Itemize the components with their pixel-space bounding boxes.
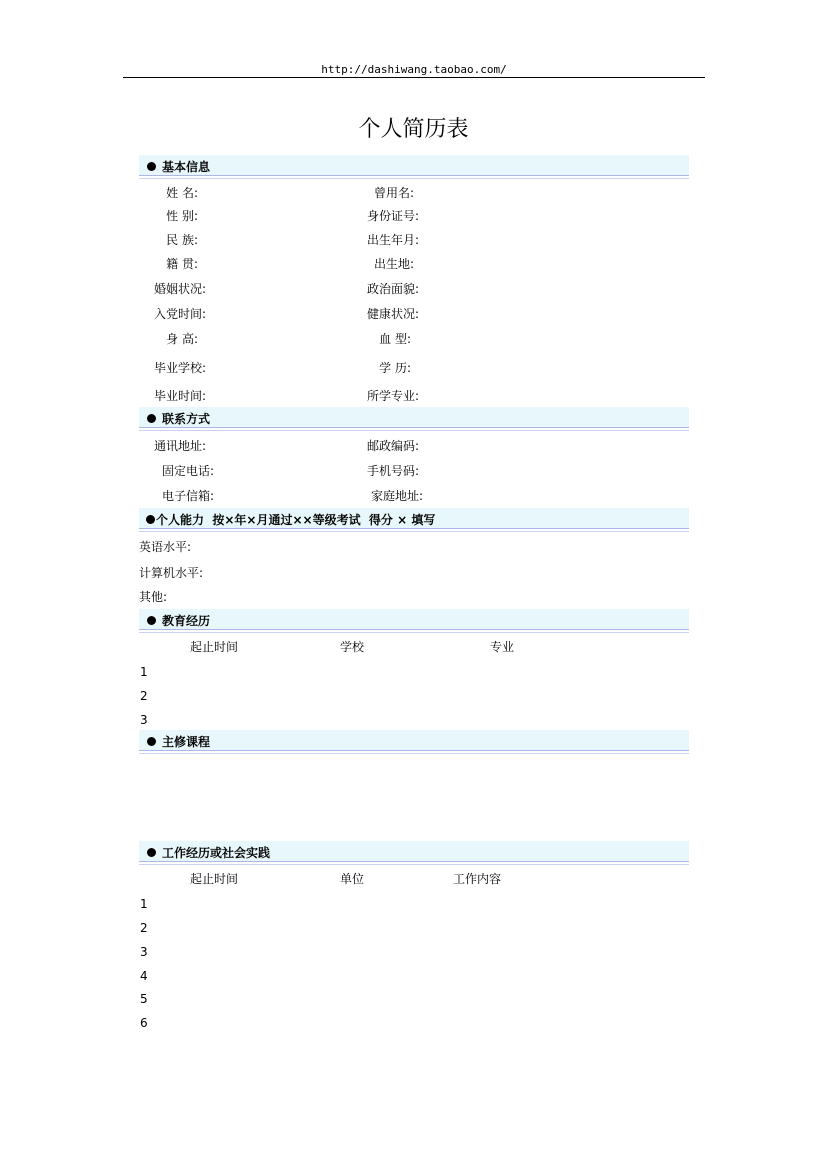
bullet-icon: [147, 848, 156, 857]
header-url: http://dashiwang.taobao.com/: [321, 63, 507, 76]
field-label-ethnicity: 民 族:: [166, 233, 198, 247]
field-label-home-address: 家庭地址:: [370, 489, 423, 503]
section-heading: 主修课程: [162, 735, 211, 749]
field-label-party-date: 入党时间:: [153, 307, 206, 321]
field-label-health: 健康状况:: [366, 307, 419, 321]
field-label-id-number: 身份证号:: [366, 209, 419, 223]
field-label-mobile: 手机号码:: [366, 464, 419, 478]
field-label-political-status: 政治面貌:: [366, 282, 419, 296]
section-heading: 教育经历: [162, 614, 211, 628]
field-label-phone: 固定电话:: [161, 464, 214, 478]
bullet-icon: [147, 414, 156, 423]
section-work: [139, 841, 689, 862]
field-label-computer: 计算机水平:: [139, 566, 204, 580]
field-label-major: 所学专业:: [366, 389, 419, 403]
column-header: 学校: [340, 640, 365, 654]
column-header: 起止时间: [190, 872, 239, 886]
section-heading: 基本信息: [162, 160, 211, 174]
page-title: 个人简历表: [358, 117, 469, 142]
list-item: 4: [140, 969, 148, 983]
field-label-height: 身 高:: [166, 332, 198, 346]
bullet-icon: [147, 737, 156, 746]
list-item: 3: [140, 945, 148, 959]
field-label-graduation-date: 毕业时间:: [153, 389, 206, 403]
list-item: 1: [140, 665, 148, 679]
field-label-school: 毕业学校:: [153, 361, 206, 375]
bullet-icon: [147, 616, 156, 625]
field-label-other: 其他:: [139, 590, 168, 604]
section-heading: 工作经历或社会实践: [162, 846, 271, 860]
field-label-name: 姓 名:: [166, 186, 198, 200]
list-item: 1: [140, 897, 148, 911]
header-rule: [123, 77, 705, 78]
column-header: 单位: [340, 872, 365, 886]
field-label-gender: 性 别:: [166, 209, 198, 223]
section-education: [139, 609, 689, 630]
field-label-birth-date: 出生年月:: [366, 233, 419, 247]
list-item: 2: [140, 689, 148, 703]
field-label-birthplace: 出生地:: [373, 257, 414, 271]
field-label-former-name: 曾用名:: [373, 186, 414, 200]
bullet-icon: [146, 515, 155, 524]
field-label-blood-type: 血 型:: [379, 332, 411, 346]
field-label-native-place: 籍 贯:: [166, 257, 198, 271]
field-label-email: 电子信箱:: [161, 489, 214, 503]
section-heading: 个人能力 按×年×月通过××等级考试 得分 × 填写: [156, 513, 436, 527]
field-label-marital-status: 婚姻状况:: [153, 282, 206, 296]
section-heading: 联系方式: [162, 412, 211, 426]
list-item: 2: [140, 921, 148, 935]
section-ability: [139, 508, 689, 529]
section-contact: [139, 407, 689, 428]
list-item: 5: [140, 992, 148, 1006]
section-basic-info: [139, 155, 689, 176]
list-item: 6: [140, 1016, 148, 1030]
field-label-education-level: 学 历:: [379, 361, 411, 375]
field-label-address: 通讯地址:: [153, 439, 206, 453]
field-label-postcode: 邮政编码:: [366, 439, 419, 453]
bullet-icon: [147, 162, 156, 171]
field-label-english: 英语水平:: [139, 540, 192, 554]
column-header: 专业: [490, 640, 515, 654]
list-item: 3: [140, 713, 148, 727]
column-header: 工作内容: [453, 872, 502, 886]
column-header: 起止时间: [190, 640, 239, 654]
section-courses: [139, 730, 689, 751]
